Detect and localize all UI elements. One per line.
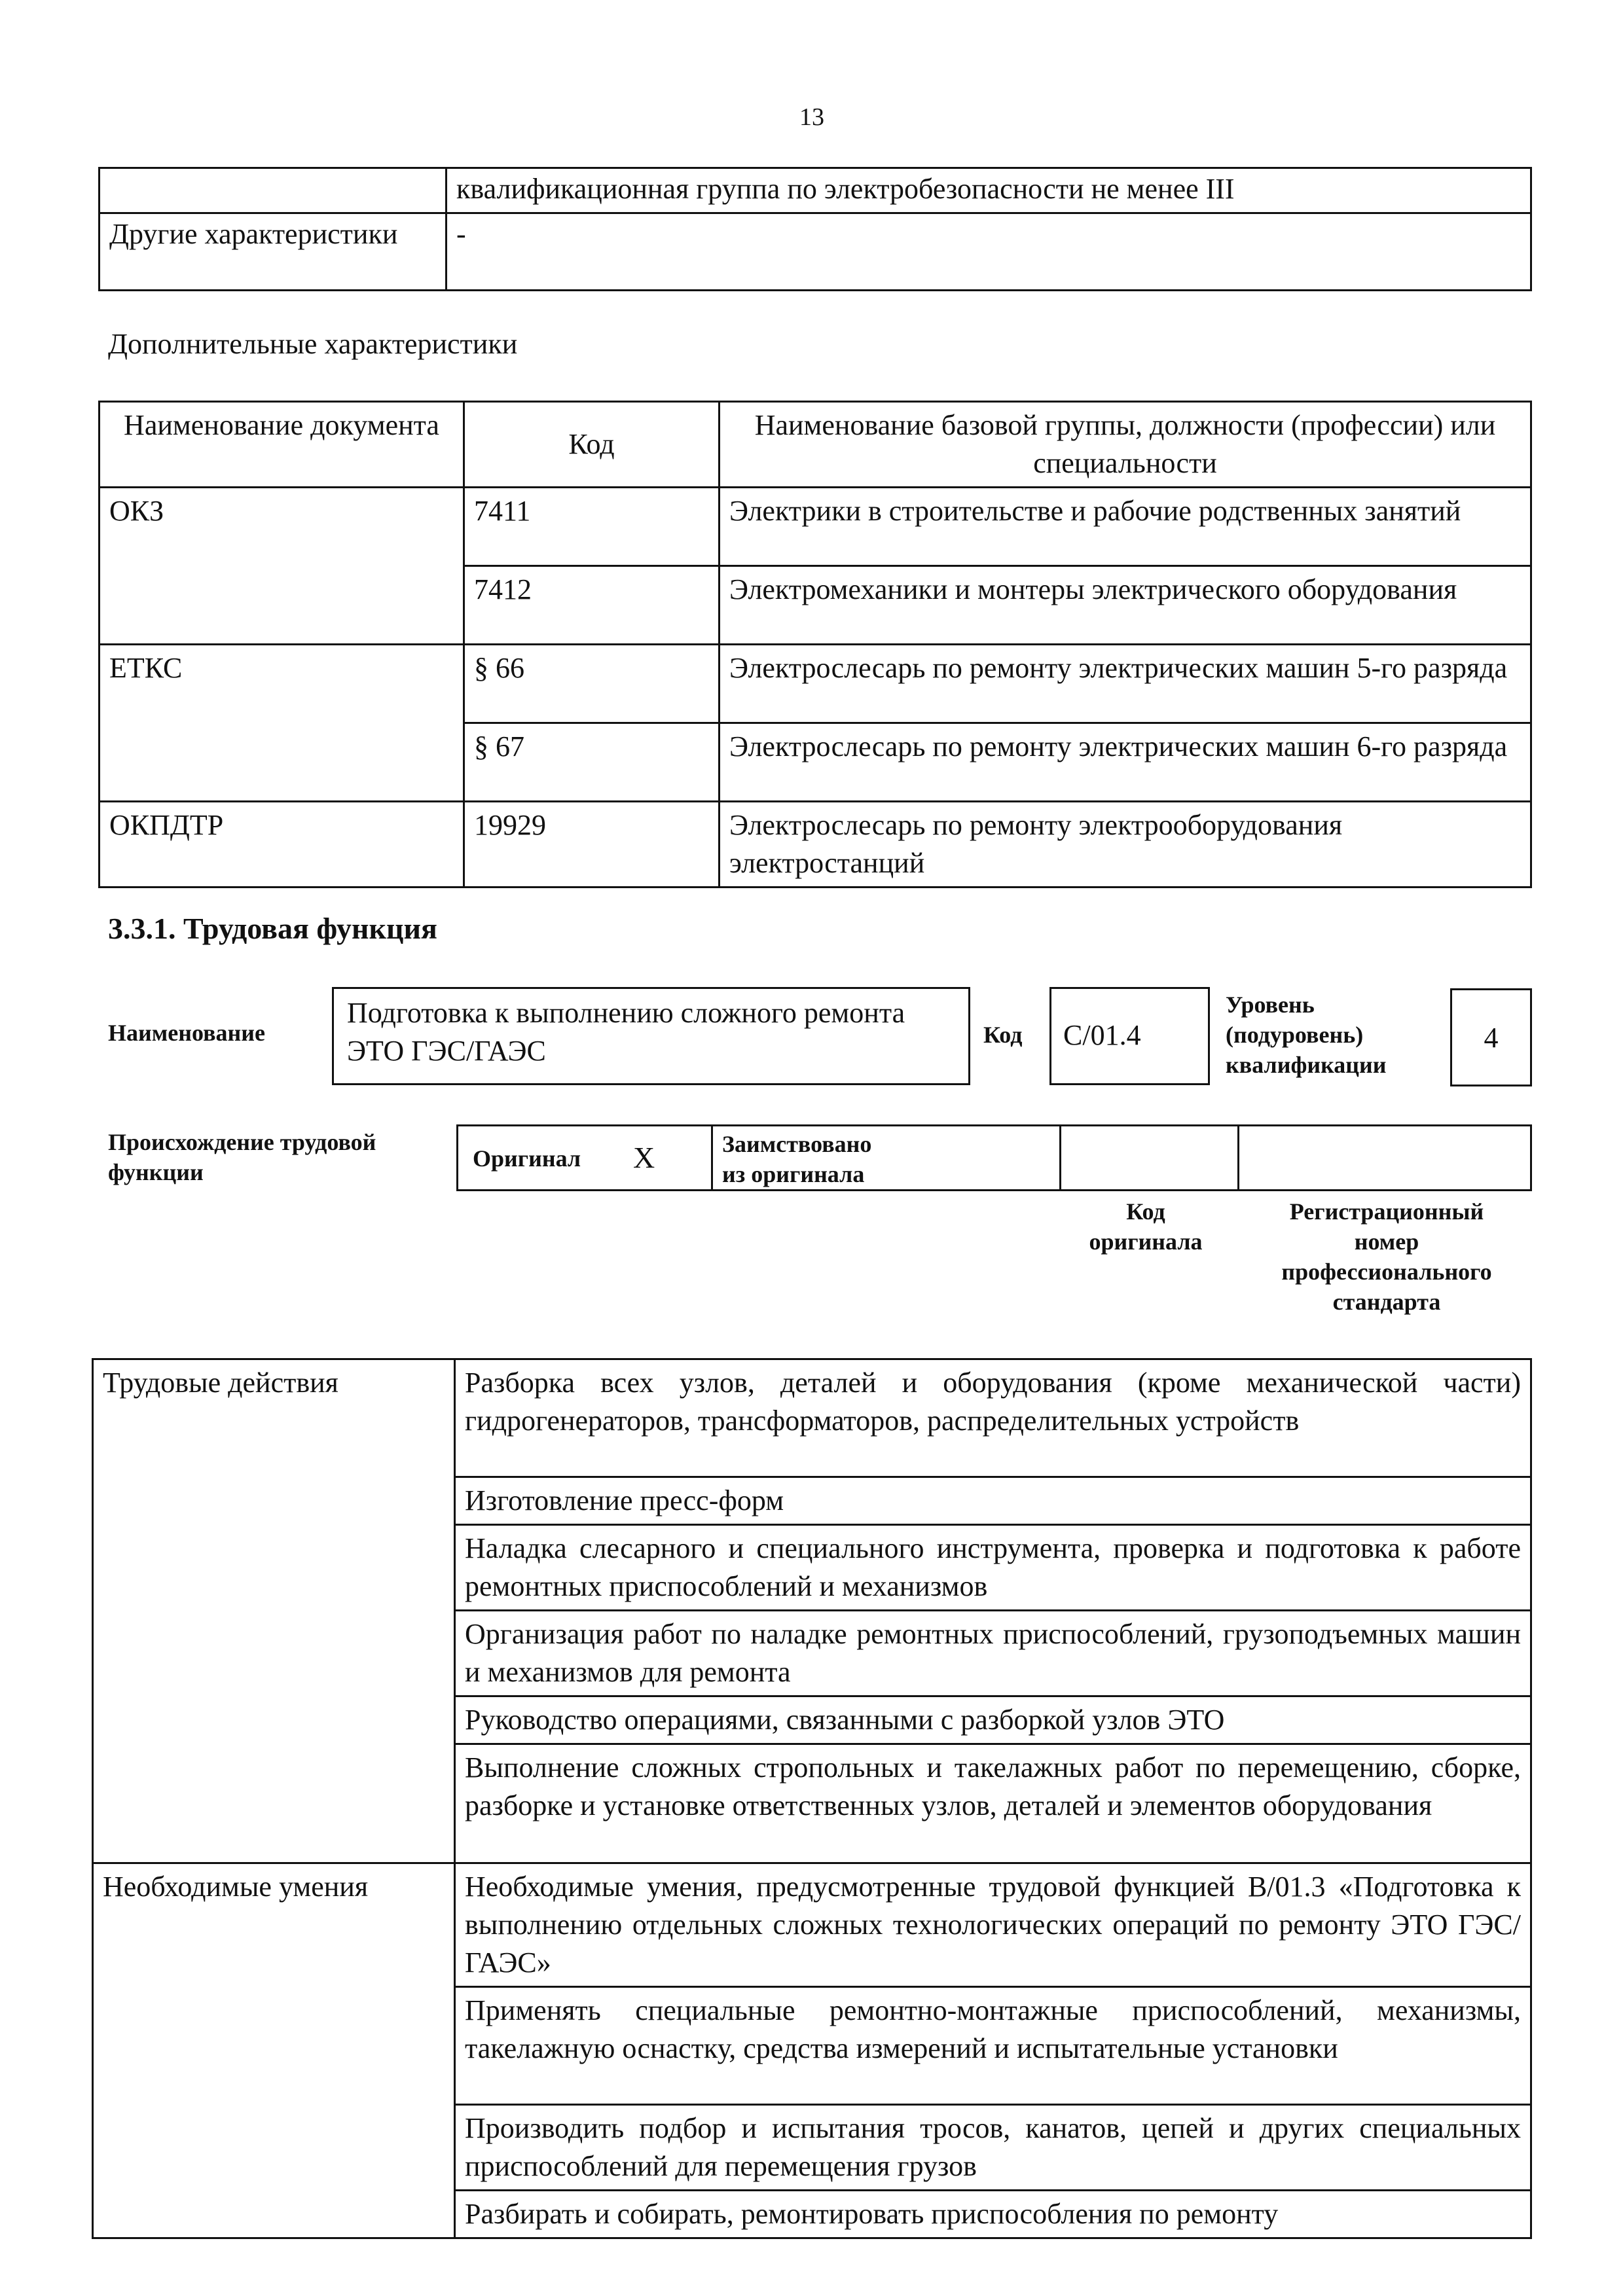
origin-divider-2 bbox=[1059, 1126, 1061, 1189]
origin-label: Происхождение трудовой функции bbox=[108, 1129, 376, 1185]
doc-okz: ОКЗ bbox=[100, 488, 464, 645]
level-value: 4 bbox=[1484, 1022, 1499, 1054]
other-characteristics-label: Другие характеристики bbox=[100, 213, 447, 291]
borrowed-label: Заимствовано из оригинала bbox=[722, 1131, 872, 1187]
labor-action-item: Руководство операциями, связанными с разборкой узлов ЭТО bbox=[455, 1696, 1531, 1744]
code-67: § 67 bbox=[464, 723, 720, 802]
required-skills-label: Необходимые умения bbox=[93, 1863, 455, 2238]
other-characteristics-value: - bbox=[447, 213, 1531, 291]
code-66: § 66 bbox=[464, 645, 720, 723]
original-label: Оригинал bbox=[473, 1145, 581, 1172]
name-67: Электрослесарь по ремонту электрических машин 6-го разряда bbox=[720, 723, 1531, 802]
header-group-name: Наименование базовой группы, должности (профессии) или специальности bbox=[720, 402, 1531, 488]
origin-box bbox=[456, 1124, 1532, 1191]
code-19929: 19929 bbox=[464, 802, 720, 888]
function-code-box bbox=[1049, 987, 1210, 1085]
top-table bbox=[98, 167, 1532, 291]
doc-okpdtr: ОКПДТР bbox=[100, 802, 464, 888]
origin-divider-1 bbox=[711, 1126, 713, 1189]
level-box bbox=[1450, 988, 1532, 1086]
skill-item: Применять специальные ремонтно-монтажные приспособлений, механизмы, такелажную оснастку, средства измерений и испытательные установки bbox=[455, 1987, 1531, 2105]
function-name-box bbox=[332, 987, 970, 1085]
header-code: Код bbox=[464, 402, 720, 488]
labor-action-item: Выполнение сложных стропольных и такелажных работ по перемещению, сборке, разборке и установке ответственных узлов, деталей и элементов оборудования bbox=[455, 1744, 1531, 1863]
function-name-value: Подготовка к выполнению сложного ремонта ЭТО ГЭС/ГАЭС bbox=[347, 997, 905, 1067]
code-original-caption: Код оригинала bbox=[1089, 1198, 1203, 1255]
additional-table bbox=[98, 401, 1532, 888]
functions-table bbox=[92, 1358, 1532, 2239]
name-label: Наименование bbox=[108, 1020, 265, 1046]
name-7411: Электрики в строительстве и рабочие родственных занятий bbox=[720, 488, 1531, 566]
top-table-empty-cell bbox=[100, 168, 447, 213]
function-code-value: С/01.4 bbox=[1063, 1019, 1141, 1051]
additional-characteristics-title: Дополнительные характеристики bbox=[108, 328, 518, 360]
top-table-row1-value: квалификационная группа по электробезопасности не менее III bbox=[447, 168, 1531, 213]
labor-action-item: Изготовление пресс-форм bbox=[455, 1477, 1531, 1525]
name-7412: Электромеханики и монтеры электрического оборудования bbox=[720, 566, 1531, 645]
skill-item: Производить подбор и испытания тросов, канатов, цепей и других специальных приспособлений для перемещения грузов bbox=[455, 2105, 1531, 2191]
code-7411: 7411 bbox=[464, 488, 720, 566]
labor-action-item: Наладка слесарного и специального инструмента, проверка и подготовка к работе ремонтных приспособлений и механизмов bbox=[455, 1525, 1531, 1611]
code-label: Код bbox=[983, 1022, 1023, 1048]
doc-etks: ЕТКС bbox=[100, 645, 464, 802]
skill-item: Необходимые умения, предусмотренные трудовой функцией В/01.3 «Подготовка к выполнению отдельных сложных технологических операций по ремонту ЭТО ГЭС/ГАЭС» bbox=[455, 1863, 1531, 1987]
header-document: Наименование документа bbox=[100, 402, 464, 488]
origin-divider-3 bbox=[1237, 1126, 1239, 1189]
name-19929: Электрослесарь по ремонту электрооборудования электростанций bbox=[720, 802, 1531, 888]
labor-action-item: Разборка всех узлов, деталей и оборудования (кроме механической части) гидрогенераторов, трансформаторов, распределительных устройств bbox=[455, 1359, 1531, 1477]
original-mark: X bbox=[633, 1141, 655, 1174]
section-title: 3.3.1. Трудовая функция bbox=[108, 912, 437, 945]
code-7412: 7412 bbox=[464, 566, 720, 645]
page-number: 13 bbox=[799, 103, 824, 131]
registration-number-caption: Регистрационный номер профессионального стандарта bbox=[1281, 1198, 1492, 1315]
labor-actions-label: Трудовые действия bbox=[93, 1359, 455, 1863]
labor-action-item: Организация работ по наладке ремонтных приспособлений, грузоподъемных машин и механизмов для ремонта bbox=[455, 1611, 1531, 1696]
skill-item: Разбирать и собирать, ремонтировать приспособления по ремонту bbox=[455, 2191, 1531, 2238]
name-66: Электрослесарь по ремонту электрических машин 5-го разряда bbox=[720, 645, 1531, 723]
level-label: Уровень (подуровень) квалификации bbox=[1226, 992, 1387, 1078]
